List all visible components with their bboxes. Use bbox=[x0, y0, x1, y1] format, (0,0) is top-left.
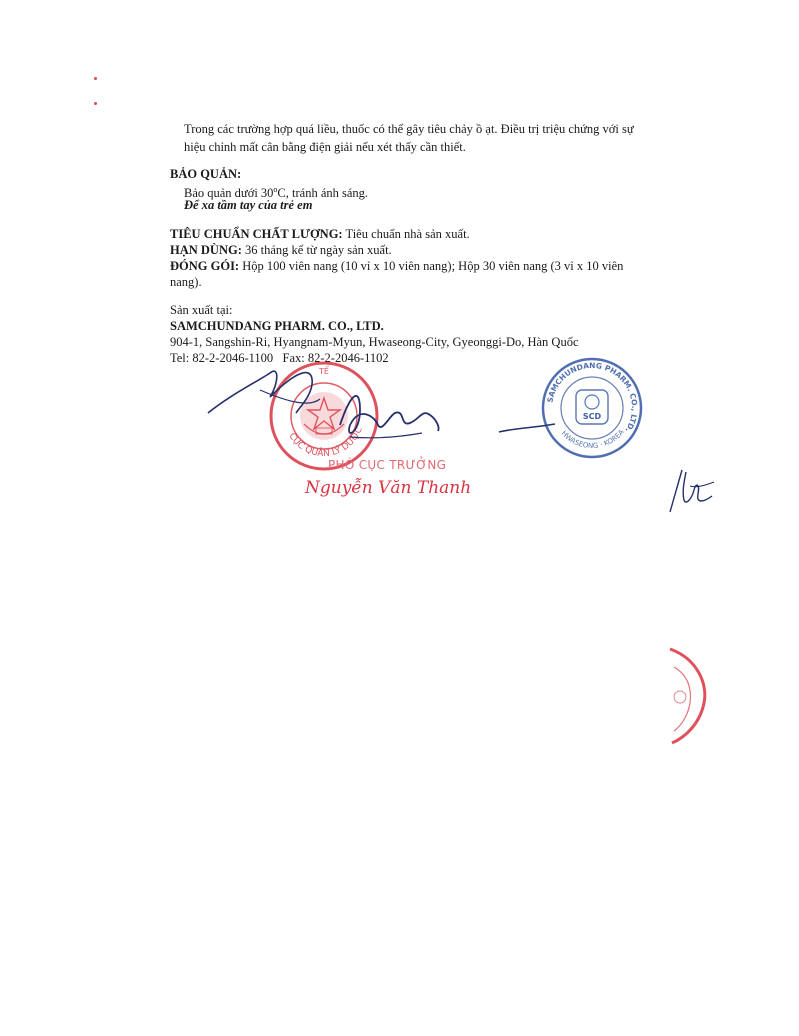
child-warning: Để xa tầm tay của trẻ em bbox=[184, 198, 313, 212]
signature-company bbox=[495, 410, 565, 440]
overdose-text-line-1: Trong các trường hợp quá liều, thuốc có thể gây tiêu chảy ồ ạt. Điều trị triệu chứng với sự bbox=[184, 122, 634, 136]
overdose-text-line-2: hiệu chỉnh mất cân bằng điện giải nếu xét thấy cần thiết. bbox=[184, 140, 466, 154]
partial-seal bbox=[660, 645, 710, 745]
initials-signature bbox=[664, 462, 724, 518]
storage-text: Bảo quản dưới 30$^o$C, tránh ánh sáng. bbox=[184, 185, 369, 201]
margin-mark bbox=[94, 102, 97, 105]
signature-official bbox=[200, 355, 460, 465]
storage-heading: BẢO QUẢN: bbox=[170, 167, 242, 181]
company-seal-bottom-text: HWASEONG · KOREA bbox=[559, 428, 626, 451]
manufacturer-name: SAMCHUNDANG PHARM. CO., LTD. bbox=[170, 319, 384, 333]
company-seal-ring-text: SAMCHUNDANG PHARM. CO., LTD. bbox=[545, 360, 640, 435]
expiry: HẠN DÙNG: 36 tháng kể từ ngày sản xuất. bbox=[170, 243, 392, 257]
company-seal bbox=[540, 356, 644, 460]
official-signer-name: Nguyễn Văn Thanh bbox=[305, 478, 472, 498]
official-seal-top-text: TẾ bbox=[319, 367, 329, 376]
official-seal-ring-text: CỤC QUẢN LÝ DƯỢC bbox=[286, 425, 365, 460]
packaging-cont: nang). bbox=[170, 275, 202, 289]
official-title: PHÓ CỤC TRƯỞNG bbox=[328, 458, 447, 472]
quality-standard: TIÊU CHUẨN CHẤT LƯỢNG: Tiêu chuẩn nhà sản xuất. bbox=[170, 227, 470, 241]
packaging: ĐÓNG GÓI: Hộp 100 viên nang (10 vỉ x 10 viên nang); Hộp 30 viên nang (3 vỉ x 10 viên bbox=[170, 259, 624, 273]
manufacturer-label: Sản xuất tại: bbox=[170, 303, 233, 317]
margin-mark bbox=[94, 77, 97, 80]
manufacturer-address: 904-1, Sangshin-Ri, Hyangnam-Myun, Hwaseong-City, Gyeonggi-Do, Hàn Quốc bbox=[170, 335, 579, 349]
manufacturer-contact: Tel: 82-2-2046-1100 Fax: 82-2-2046-1102 bbox=[170, 351, 389, 365]
company-seal-center: SCD bbox=[582, 412, 602, 421]
